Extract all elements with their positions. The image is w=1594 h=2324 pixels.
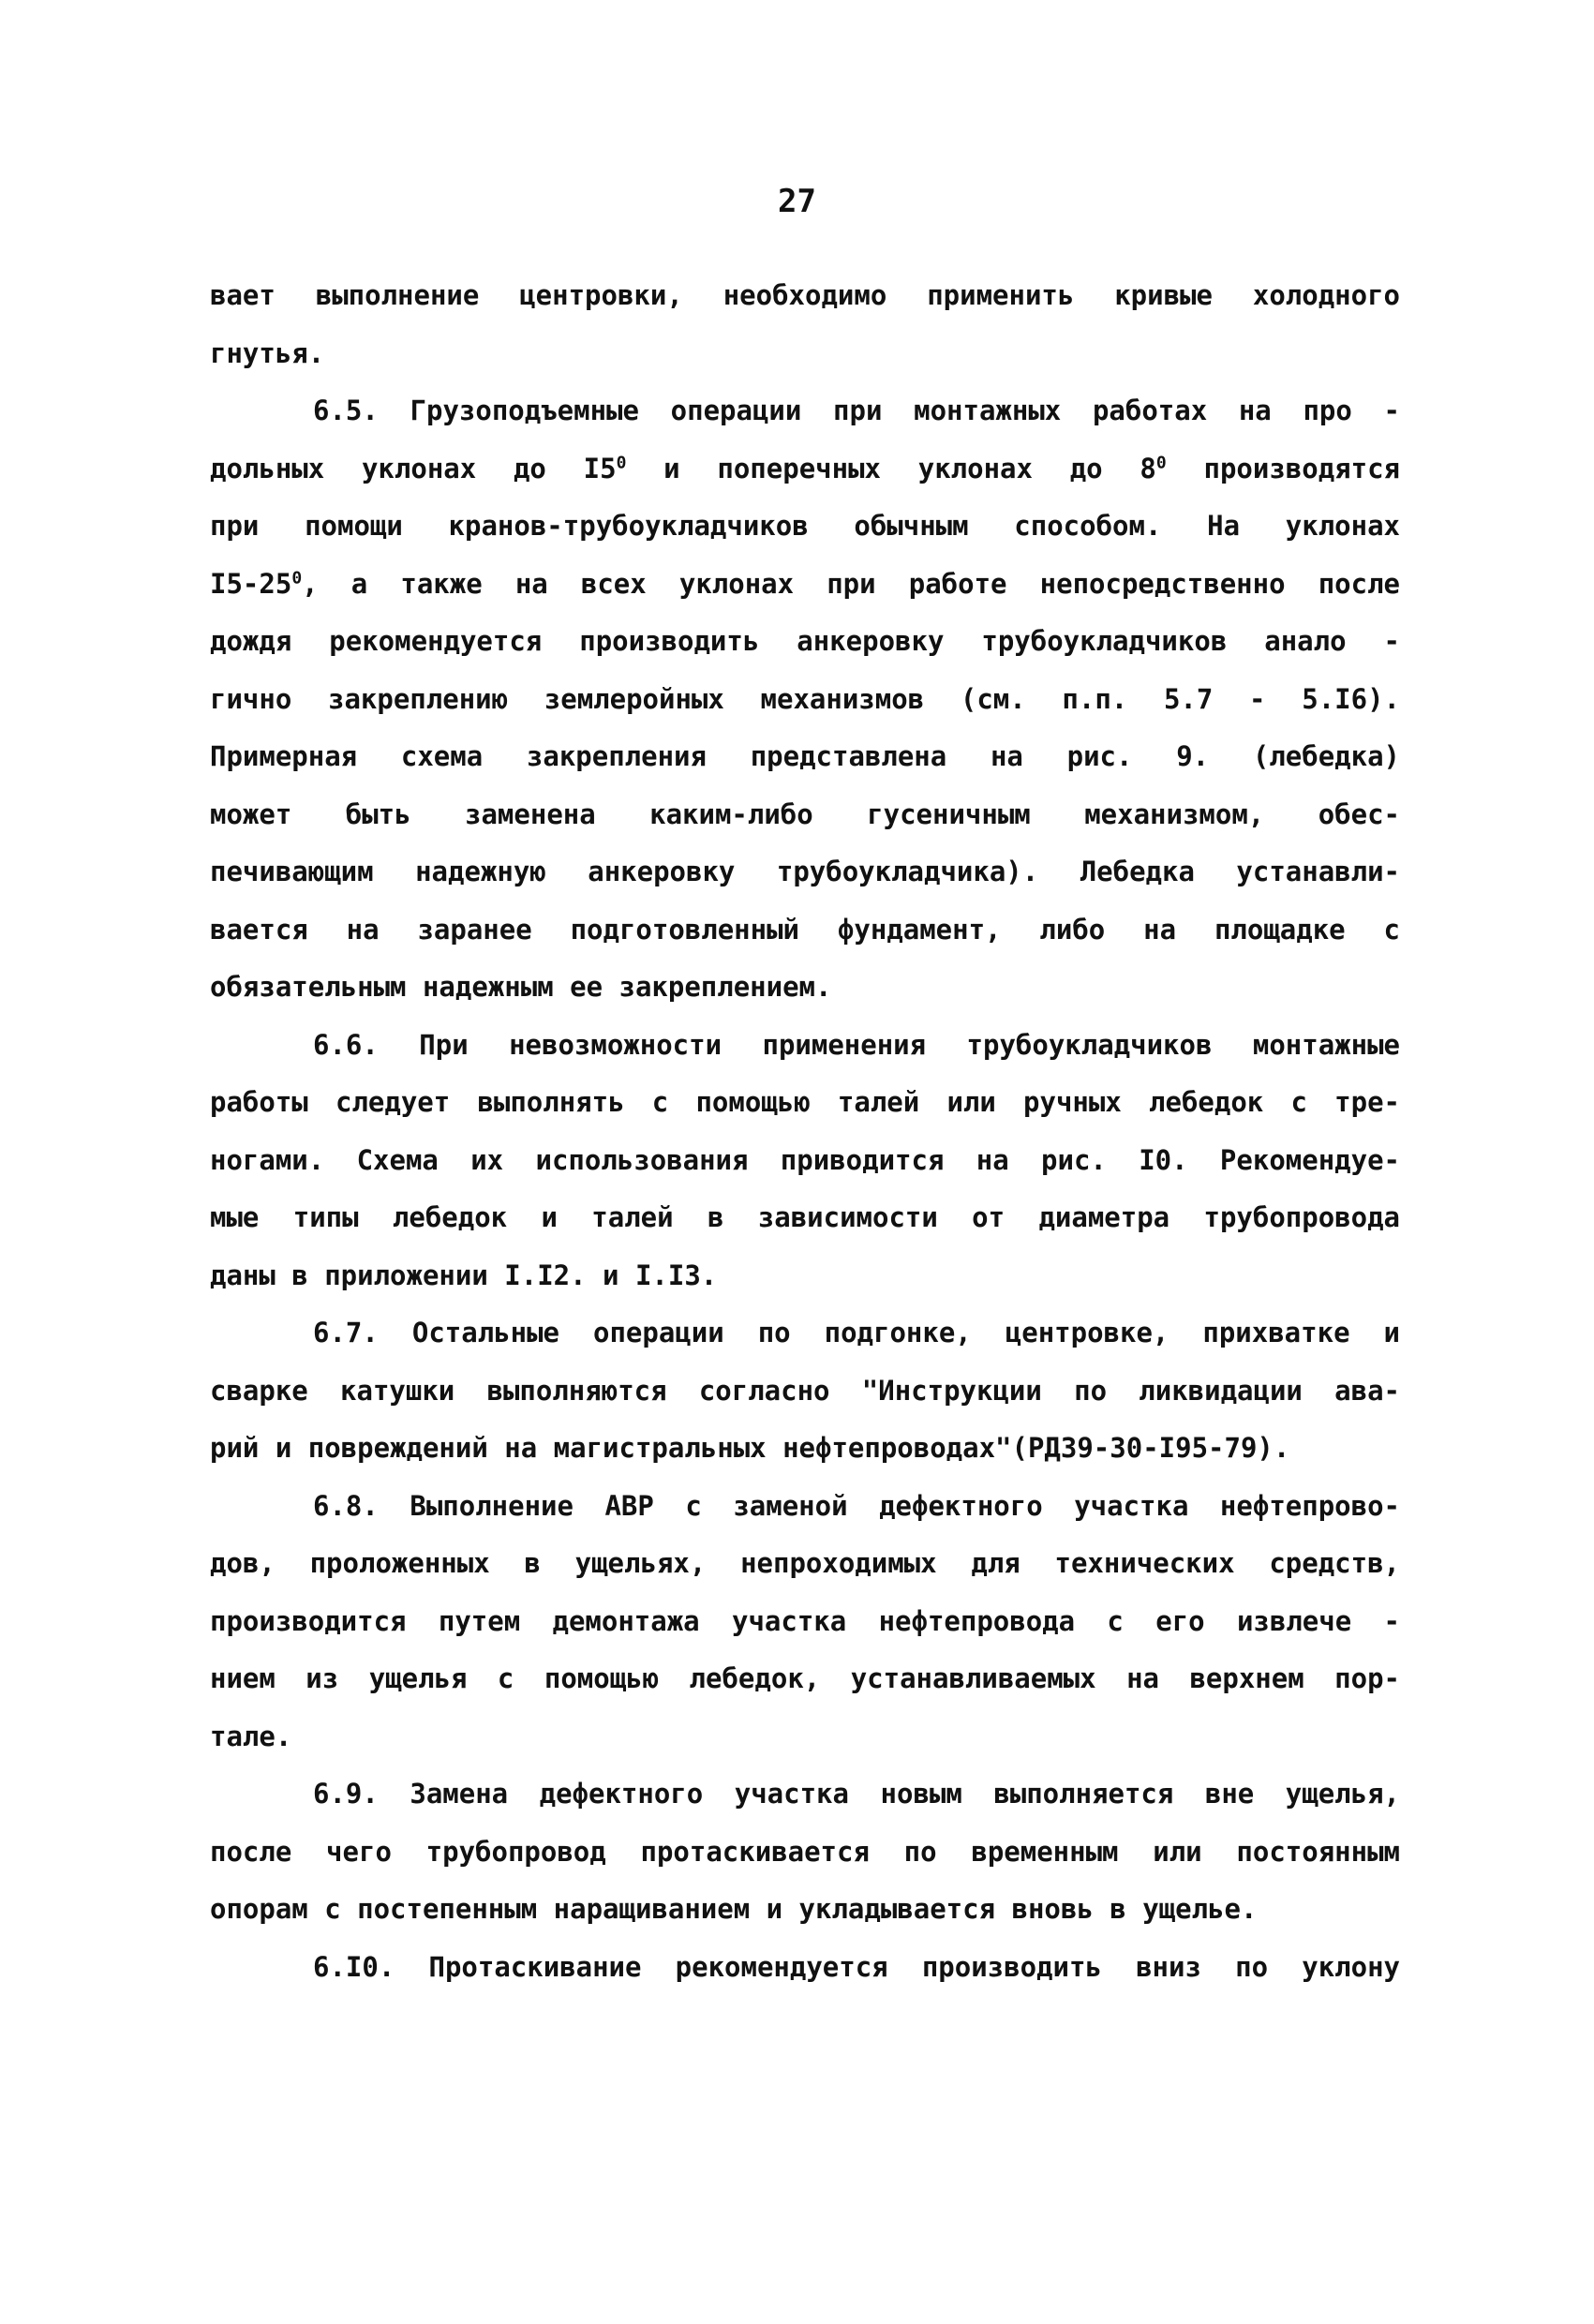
text-line: дождя рекомендуется производить анкеровку трубоукладчиков анало - bbox=[210, 625, 1400, 657]
text-line: гично закреплению землеройных механизмов (см. п.п. 5.7 - 5.I6). bbox=[210, 682, 1400, 715]
text-line: гнутья. bbox=[210, 336, 325, 369]
degree-superscript: 0 bbox=[1155, 452, 1167, 472]
text-line: 6.I0. Протаскивание рекомендуется производить вниз по уклону bbox=[313, 1950, 1400, 1983]
paragraph-6-10 bbox=[210, 1939, 1400, 1997]
text-line: даны в приложении I.I2. и I.I3. bbox=[210, 1259, 718, 1291]
text-line: производится путем демонтажа участка нефтепровода с его извлече - bbox=[210, 1604, 1400, 1637]
text-line: печивающим надежную анкеровку трубоукладчика). Лебедка устанавли- bbox=[210, 856, 1400, 887]
text-segment: производятся bbox=[1203, 452, 1400, 484]
page-number: 27 bbox=[778, 183, 816, 220]
text-line: при помощи кранов-трубоукладчиков обычным способом. На уклонах bbox=[210, 510, 1400, 542]
paragraph-6-7 bbox=[210, 1304, 1400, 1478]
text-segment: I5-25 bbox=[210, 567, 292, 600]
text-line: 6.5. Грузоподъемные операции при монтажных работах на про - bbox=[313, 395, 1400, 426]
text-line: вает выполнение центровки, необходимо применить кривые холодного bbox=[210, 279, 1400, 311]
paragraph-6-9 bbox=[210, 1765, 1400, 1939]
paragraph-6-6 bbox=[210, 1017, 1400, 1305]
degree-superscript: 0 bbox=[291, 567, 303, 588]
text-line: сварке катушки выполняются согласно "Инструкции по ликвидации ава- bbox=[210, 1374, 1400, 1407]
text-line: вается на заранее подготовленный фундамент, либо на площадке с bbox=[210, 913, 1400, 946]
text-segment: и поперечных уклонах до 8 bbox=[663, 452, 1156, 484]
text-segment: , а также на всех уклонах при работе непосредственно после bbox=[302, 567, 1400, 600]
text-line: 6.6. При невозможности применения трубоукладчиков монтажные bbox=[313, 1028, 1400, 1061]
text-line: работы следует выполнять с помощью талей или ручных лебедок с тре- bbox=[210, 1086, 1400, 1118]
text-line: 6.8. Выполнение АВР с заменой дефектного участка нефтепрово- bbox=[313, 1489, 1400, 1522]
text-line: дов, проложенных в ущельях, непроходимых для технических средств, bbox=[210, 1547, 1400, 1579]
text-line: рий и повреждений на магистральных нефтепроводах"(РД39-30-I95-79). bbox=[210, 1432, 1290, 1464]
text-line: опорам с постепенным наращиванием и укладывается вновь в ущелье. bbox=[210, 1893, 1258, 1925]
paragraph-6-8 bbox=[210, 1478, 1400, 1766]
text-line: может быть заменена каким-либо гусеничным механизмом, обес- bbox=[210, 797, 1400, 830]
document-body bbox=[210, 267, 1400, 1996]
paragraph-6-5 bbox=[210, 382, 1400, 1017]
text-line: 6.7. Остальные операции по подгонке, центровке, прихватке и bbox=[313, 1317, 1400, 1348]
text-line: тале. bbox=[210, 1720, 292, 1752]
text-line-with-degrees bbox=[210, 440, 1400, 499]
text-segment: дольных уклонах до I5 bbox=[210, 452, 617, 484]
text-line: после чего трубопровод протаскивается по временным или постоянным bbox=[210, 1835, 1400, 1868]
paragraph-continuation bbox=[210, 267, 1400, 382]
text-line: мые типы лебедок и талей в зависимости от диаметра трубопровода bbox=[210, 1201, 1400, 1233]
text-line-with-degrees bbox=[210, 556, 1400, 614]
text-line: нием из ущелья с помощью лебедок, устанавливаемых на верхнем пор- bbox=[210, 1662, 1400, 1694]
degree-superscript: 0 bbox=[616, 452, 627, 472]
text-line: 6.9. Замена дефектного участка новым выполняется вне ущелья, bbox=[313, 1778, 1400, 1810]
text-line: Примерная схема закрепления представлена на рис. 9. (лебедка) bbox=[210, 740, 1400, 772]
text-line: ногами. Схема их использования приводится на рис. I0. Рекомендуе- bbox=[210, 1143, 1400, 1176]
text-line: обязательным надежным ее закреплением. bbox=[210, 971, 832, 1003]
